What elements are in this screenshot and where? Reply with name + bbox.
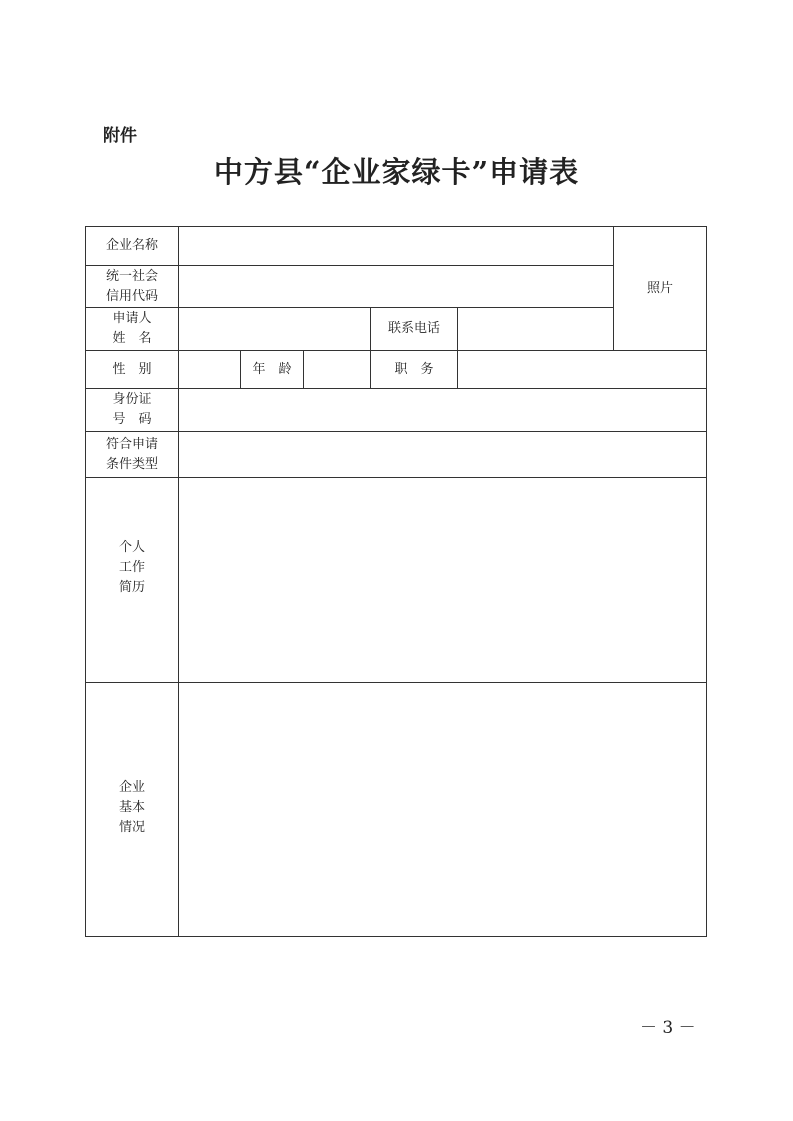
label-work-history: 个人 工作 简历 (86, 478, 179, 683)
document-title: 中方县“企业家绿卡”申请表 (213, 155, 580, 189)
row-company-info (86, 683, 707, 937)
row-work-history (86, 478, 707, 683)
photo-cell[interactable] (614, 227, 707, 351)
field-gender[interactable] (179, 351, 241, 389)
field-id-number[interactable] (179, 389, 707, 432)
page-number: － 3 － (640, 1018, 696, 1038)
label-company-name: 企业名称 (86, 227, 179, 266)
application-form-table (85, 226, 707, 937)
field-credit-code[interactable] (179, 266, 614, 308)
label-gender: 性 别 (86, 351, 179, 389)
field-qualification-type[interactable] (179, 432, 707, 478)
label-id-number: 身份证 号 码 (86, 389, 179, 432)
field-applicant-name[interactable] (179, 308, 371, 351)
field-age[interactable] (304, 351, 371, 389)
label-age: 年 龄 (241, 351, 304, 389)
label-position: 职 务 (371, 351, 458, 389)
field-position[interactable] (458, 351, 707, 389)
field-work-history[interactable] (179, 478, 707, 683)
label-company-info: 企业 基本 情况 (86, 683, 179, 937)
row-company-name (86, 227, 707, 266)
label-phone: 联系电话 (371, 308, 458, 351)
row-applicant (86, 308, 707, 351)
field-company-name[interactable] (179, 227, 614, 266)
row-credit-code (86, 266, 707, 308)
label-credit-code: 统一社会 信用代码 (86, 266, 179, 308)
attachment-label: 附件 (103, 126, 137, 146)
field-phone[interactable] (458, 308, 614, 351)
label-applicant-name: 申请人 姓 名 (86, 308, 179, 351)
field-company-info[interactable] (179, 683, 707, 937)
row-personal (86, 351, 707, 389)
row-id-number (86, 389, 707, 432)
label-qualification-type: 符合申请 条件类型 (86, 432, 179, 478)
label-photo: 照片 (647, 280, 674, 296)
row-qualification (86, 432, 707, 478)
